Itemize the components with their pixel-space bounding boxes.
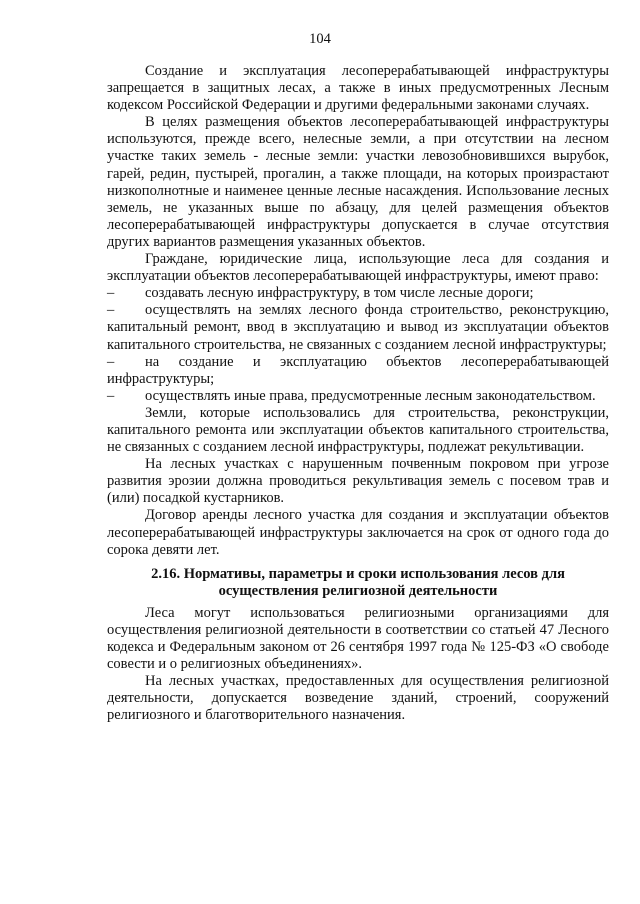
section-heading bbox=[107, 566, 609, 600]
section-heading-line: осуществления религиозной деятельности bbox=[218, 582, 498, 599]
page-content bbox=[107, 63, 609, 725]
list-item bbox=[107, 388, 609, 405]
section-heading-line: 2.16. Нормативы, параметры и сроки использования лесов для bbox=[151, 565, 565, 582]
list-dash: – bbox=[107, 387, 115, 404]
list-item bbox=[107, 285, 609, 302]
list-item-text: создавать лесную инфраструктуру, в том числе лесные дороги; bbox=[145, 285, 534, 302]
list-dash: – bbox=[107, 353, 115, 370]
list-dash: – bbox=[107, 285, 115, 302]
paragraph: Леса могут использоваться религиозными организациями для осуществления религиозной деятельности в соответствии со статьей 47 Лесного кодекса и Федеральным законом от 26 сентября 1997 года № 125-ФЗ «О свободе совести и о религиозных объединениях». bbox=[107, 604, 609, 673]
list-item-text: на создание и эксплуатацию объектов лесоперерабатывающей инфраструктуры; bbox=[107, 353, 609, 387]
paragraph: Граждане, юридические лица, использующие леса для создания и эксплуатации объектов лесоперерабатывающей инфраструктуры, имеют право: bbox=[107, 251, 609, 285]
list-item bbox=[107, 354, 609, 388]
paragraph: Земли, которые использовались для строительства, реконструкции, капитального ремонта или эксплуатации объектов капитального строительства, не связанных с созданием лесной инфраструктуры, подлежат рекультивации. bbox=[107, 404, 609, 456]
paragraph: В целях размещения объектов лесоперерабатывающей инфраструктуры используются, прежде всего, нелесные земли, а при отсутствии на лесном участке таких земель - лесные земли: участки левозобновившихся вырубок, гарей, редин, пустырей, прогалин, а также площади, на которых произрастают низкополнотные и наименее ценные лесные насаждения. Использование лесных земель, не указанных выше по абзацу, для целей размещения объектов лесоперерабатывающей инфраструктуры допускается в случае отсутствия других вариантов размещения указанных объектов. bbox=[107, 114, 609, 250]
paragraph: Создание и эксплуатация лесоперерабатывающей инфраструктуры запрещается в защитных лесах, а также в иных предусмотренных Лесным кодексом Российской Федерации и другими федеральными законами случаях. bbox=[107, 63, 609, 114]
paragraph: На лесных участках с нарушенным почвенным покровом при угрозе развития эрозии должна проводиться рекультивация земель с посевом трав и (или) посадкой кустарников. bbox=[107, 456, 609, 507]
list-item-text: осуществлять на землях лесного фонда строительство, реконструкцию, капитальный ремонт, ввод в эксплуатацию и вывод из эксплуатации объектов капитального строительства, не связанных с созданием лесной инфраструктуры; bbox=[107, 302, 609, 353]
page-number: 104 bbox=[309, 31, 331, 47]
paragraph: Договор аренды лесного участка для создания и эксплуатации объектов лесоперерабатывающей инфраструктуры заключается на срок от одного года до сорока девяти лет. bbox=[107, 507, 609, 558]
list-dash: – bbox=[107, 302, 115, 319]
paragraph: На лесных участках, предоставленных для осуществления религиозной деятельности, допускается возведение зданий, строений, сооружений религиозного и благотворительного назначения. bbox=[107, 673, 609, 724]
list-item bbox=[107, 302, 609, 353]
list-item-text: осуществлять иные права, предусмотренные лесным законодательством. bbox=[145, 387, 596, 404]
